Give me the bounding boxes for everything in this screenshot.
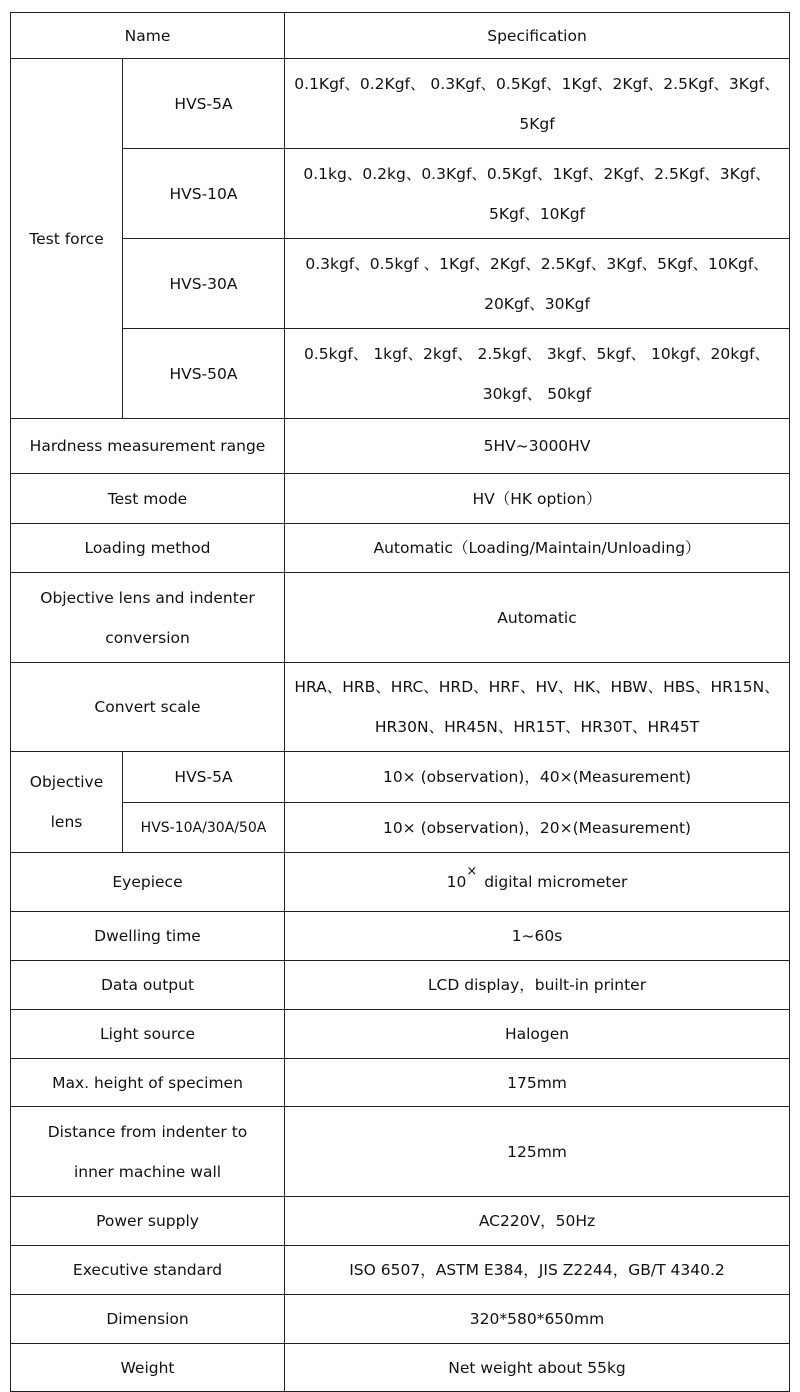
row-value: AC220V，50Hz — [285, 1197, 790, 1246]
table-row — [11, 853, 790, 912]
row-name: Objective lens and indenter conversion — [11, 573, 285, 663]
row-name: Hardness measurement range — [11, 419, 285, 474]
table-row — [11, 59, 790, 149]
table-row — [11, 1059, 790, 1107]
spec-cell: 0.1Kgf、0.2Kgf、 0.3Kgf、0.5Kgf、1Kgf、2Kgf、2.5Kgf、3Kgf、5Kgf — [285, 59, 790, 149]
row-value: ISO 6507，ASTM E384，JIS Z2244，GB/T 4340.2 — [285, 1246, 790, 1295]
test-force-label: Test force — [11, 59, 123, 419]
row-name: Power supply — [11, 1197, 285, 1246]
objective-lens-label: Objective lens — [11, 752, 123, 853]
row-name: Dwelling time — [11, 912, 285, 961]
row-name: Max. height of specimen — [11, 1059, 285, 1107]
table-row — [11, 474, 790, 524]
row-value: 5HV~3000HV — [285, 419, 790, 474]
row-name: Data output — [11, 961, 285, 1010]
model-cell: HVS-30A — [123, 239, 285, 329]
spec-cell: 0.3kgf、0.5kgf 、1Kgf、2Kgf、2.5Kgf、3Kgf、5Kgf、10Kgf、20Kgf、30Kgf — [285, 239, 790, 329]
table-row — [11, 1344, 790, 1392]
eyepiece-magnification: 10 — [446, 873, 467, 891]
table-row — [11, 1197, 790, 1246]
row-name: Eyepiece — [11, 853, 285, 912]
row-name: Weight — [11, 1344, 285, 1392]
row-value: Automatic — [285, 573, 790, 663]
table-row — [11, 1295, 790, 1344]
row-value: 125mm — [285, 1107, 790, 1197]
row-name: Loading method — [11, 524, 285, 573]
row-value: HV（HK option） — [285, 474, 790, 524]
row-name: Executive standard — [11, 1246, 285, 1295]
table-row — [11, 1107, 790, 1197]
specification-table — [10, 12, 790, 1392]
model-cell: HVS-5A — [123, 59, 285, 149]
row-value: 175mm — [285, 1059, 790, 1107]
model-cell: HVS-50A — [123, 329, 285, 419]
times-sign: × — [466, 864, 478, 879]
table-row — [11, 663, 790, 752]
table-row — [11, 1010, 790, 1059]
model-cell: HVS-5A — [123, 752, 285, 803]
row-name: Test mode — [11, 474, 285, 524]
spec-cell: 0.1kg、0.2kg、0.3Kgf、0.5Kgf、1Kgf、2Kgf、2.5Kgf、3Kgf、5Kgf、10Kgf — [285, 149, 790, 239]
table-row — [11, 239, 790, 329]
table-row — [11, 524, 790, 573]
specification-header: Specification — [285, 13, 790, 59]
row-value: Automatic（Loading/Maintain/Unloading） — [285, 524, 790, 573]
row-value — [285, 853, 790, 912]
row-name: Light source — [11, 1010, 285, 1059]
table-row — [11, 912, 790, 961]
row-name: Convert scale — [11, 663, 285, 752]
model-cell: HVS-10A — [123, 149, 285, 239]
eyepiece-description: digital micrometer — [479, 873, 628, 891]
model-cell: HVS-10A/30A/50A — [123, 803, 285, 853]
table-header-row — [11, 13, 790, 59]
name-header: Name — [11, 13, 285, 59]
table-row — [11, 329, 790, 419]
table-row — [11, 149, 790, 239]
table-row — [11, 1246, 790, 1295]
row-name: Distance from indenter to inner machine wall — [11, 1107, 285, 1197]
row-value: Net weight about 55kg — [285, 1344, 790, 1392]
row-name: Dimension — [11, 1295, 285, 1344]
spec-cell: 0.5kgf、 1kgf、2kgf、 2.5kgf、 3kgf、5kgf、 10kgf、20kgf、30kgf、 50kgf — [285, 329, 790, 419]
row-value: 320*580*650mm — [285, 1295, 790, 1344]
row-value: 1~60s — [285, 912, 790, 961]
spec-cell: 10× (observation)，20×(Measurement) — [285, 803, 790, 853]
row-value: LCD display，built-in printer — [285, 961, 790, 1010]
table-row — [11, 803, 790, 853]
table-row — [11, 573, 790, 663]
row-value: Halogen — [285, 1010, 790, 1059]
row-value: HRA、HRB、HRC、HRD、HRF、HV、HK、HBW、HBS、HR15N、HR30N、HR45N、HR15T、HR30T、HR45T — [285, 663, 790, 752]
table-row — [11, 961, 790, 1010]
spec-cell: 10× (observation)，40×(Measurement) — [285, 752, 790, 803]
table-row — [11, 752, 790, 803]
table-row — [11, 419, 790, 474]
